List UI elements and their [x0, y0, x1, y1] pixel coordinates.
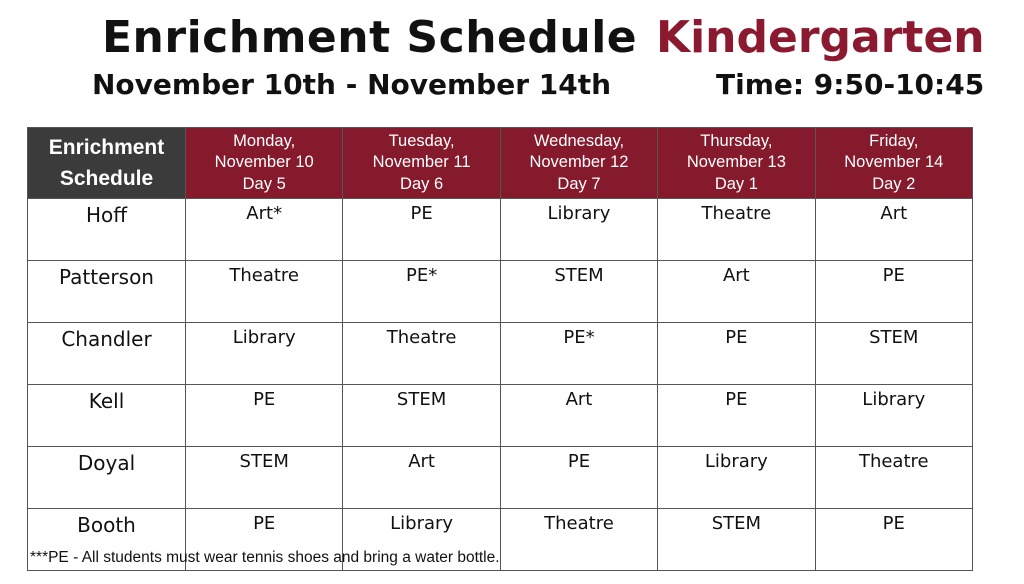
teacher-name: Hoff [28, 199, 186, 261]
class-cell: Library [658, 447, 815, 509]
class-cell: STEM [186, 447, 343, 509]
teacher-name: Doyal [28, 447, 186, 509]
class-cell: PE* [343, 261, 500, 323]
class-cell: STEM [815, 323, 972, 385]
class-cell: STEM [500, 261, 657, 323]
day-header-tuesday [343, 128, 500, 199]
class-cell: Art* [186, 199, 343, 261]
day-header-wednesday [500, 128, 657, 199]
class-cell: STEM [658, 509, 815, 571]
class-cell: PE [343, 199, 500, 261]
class-cell: Library [186, 323, 343, 385]
class-cell: Art [658, 261, 815, 323]
corner-header [28, 128, 186, 199]
class-cell: PE [658, 323, 815, 385]
class-cell: Library [343, 509, 500, 571]
class-cell: Theatre [343, 323, 500, 385]
class-cell: Art [343, 447, 500, 509]
class-cell: Art [815, 199, 972, 261]
day-number: Day 7 [557, 174, 601, 193]
class-cell: Theatre [815, 447, 972, 509]
day-weekday: Wednesday, [533, 131, 625, 150]
day-date: November 10 [214, 153, 314, 172]
teacher-name: Chandler [28, 323, 186, 385]
class-cell: PE [186, 385, 343, 447]
day-date: November 12 [529, 153, 629, 172]
day-header-friday [815, 128, 972, 199]
day-weekday: Thursday, [700, 131, 773, 150]
class-cell: PE [815, 509, 972, 571]
day-date: November 14 [844, 153, 944, 172]
day-date: November 13 [686, 153, 786, 172]
date-range: November 10th - November 14th [92, 68, 612, 101]
class-cell: PE [815, 261, 972, 323]
class-cell: STEM [343, 385, 500, 447]
class-cell: PE [186, 509, 343, 571]
table-row [28, 199, 973, 261]
day-header-monday [186, 128, 343, 199]
schedule-title: Enrichment Schedule [102, 12, 638, 63]
teacher-name: Kell [28, 385, 186, 447]
table-row [28, 261, 973, 323]
day-header-thursday [658, 128, 815, 199]
table-row [28, 385, 973, 447]
day-weekday: Friday, [869, 131, 919, 150]
day-number: Day 2 [872, 174, 916, 193]
corner-line-2: Schedule [59, 167, 154, 190]
grade-label: Kindergarten [656, 12, 985, 63]
day-weekday: Tuesday, [388, 131, 455, 150]
day-date: November 11 [372, 153, 471, 172]
class-cell: Theatre [500, 509, 657, 571]
teacher-name: Booth [28, 509, 186, 571]
class-cell: Art [500, 385, 657, 447]
class-cell: Theatre [186, 261, 343, 323]
day-weekday: Monday, [233, 131, 296, 150]
corner-line-1: Enrichment [48, 135, 165, 159]
schedule-table [27, 127, 973, 571]
day-number: Day 5 [242, 174, 286, 193]
header-row [28, 128, 973, 199]
class-cell: Library [815, 385, 972, 447]
class-cell: Library [500, 199, 657, 261]
pe-footnote: ***PE - All students must wear tennis shoes and bring a water bottle. [30, 549, 500, 566]
class-cell: PE* [500, 323, 657, 385]
day-number: Day 1 [714, 174, 758, 193]
table-row [28, 323, 973, 385]
class-cell: Theatre [658, 199, 815, 261]
class-cell: PE [658, 385, 815, 447]
time-range: Time: 9:50-10:45 [716, 68, 985, 101]
day-number: Day 6 [400, 174, 444, 193]
table-row [28, 447, 973, 509]
class-cell: PE [500, 447, 657, 509]
teacher-name: Patterson [28, 261, 186, 323]
